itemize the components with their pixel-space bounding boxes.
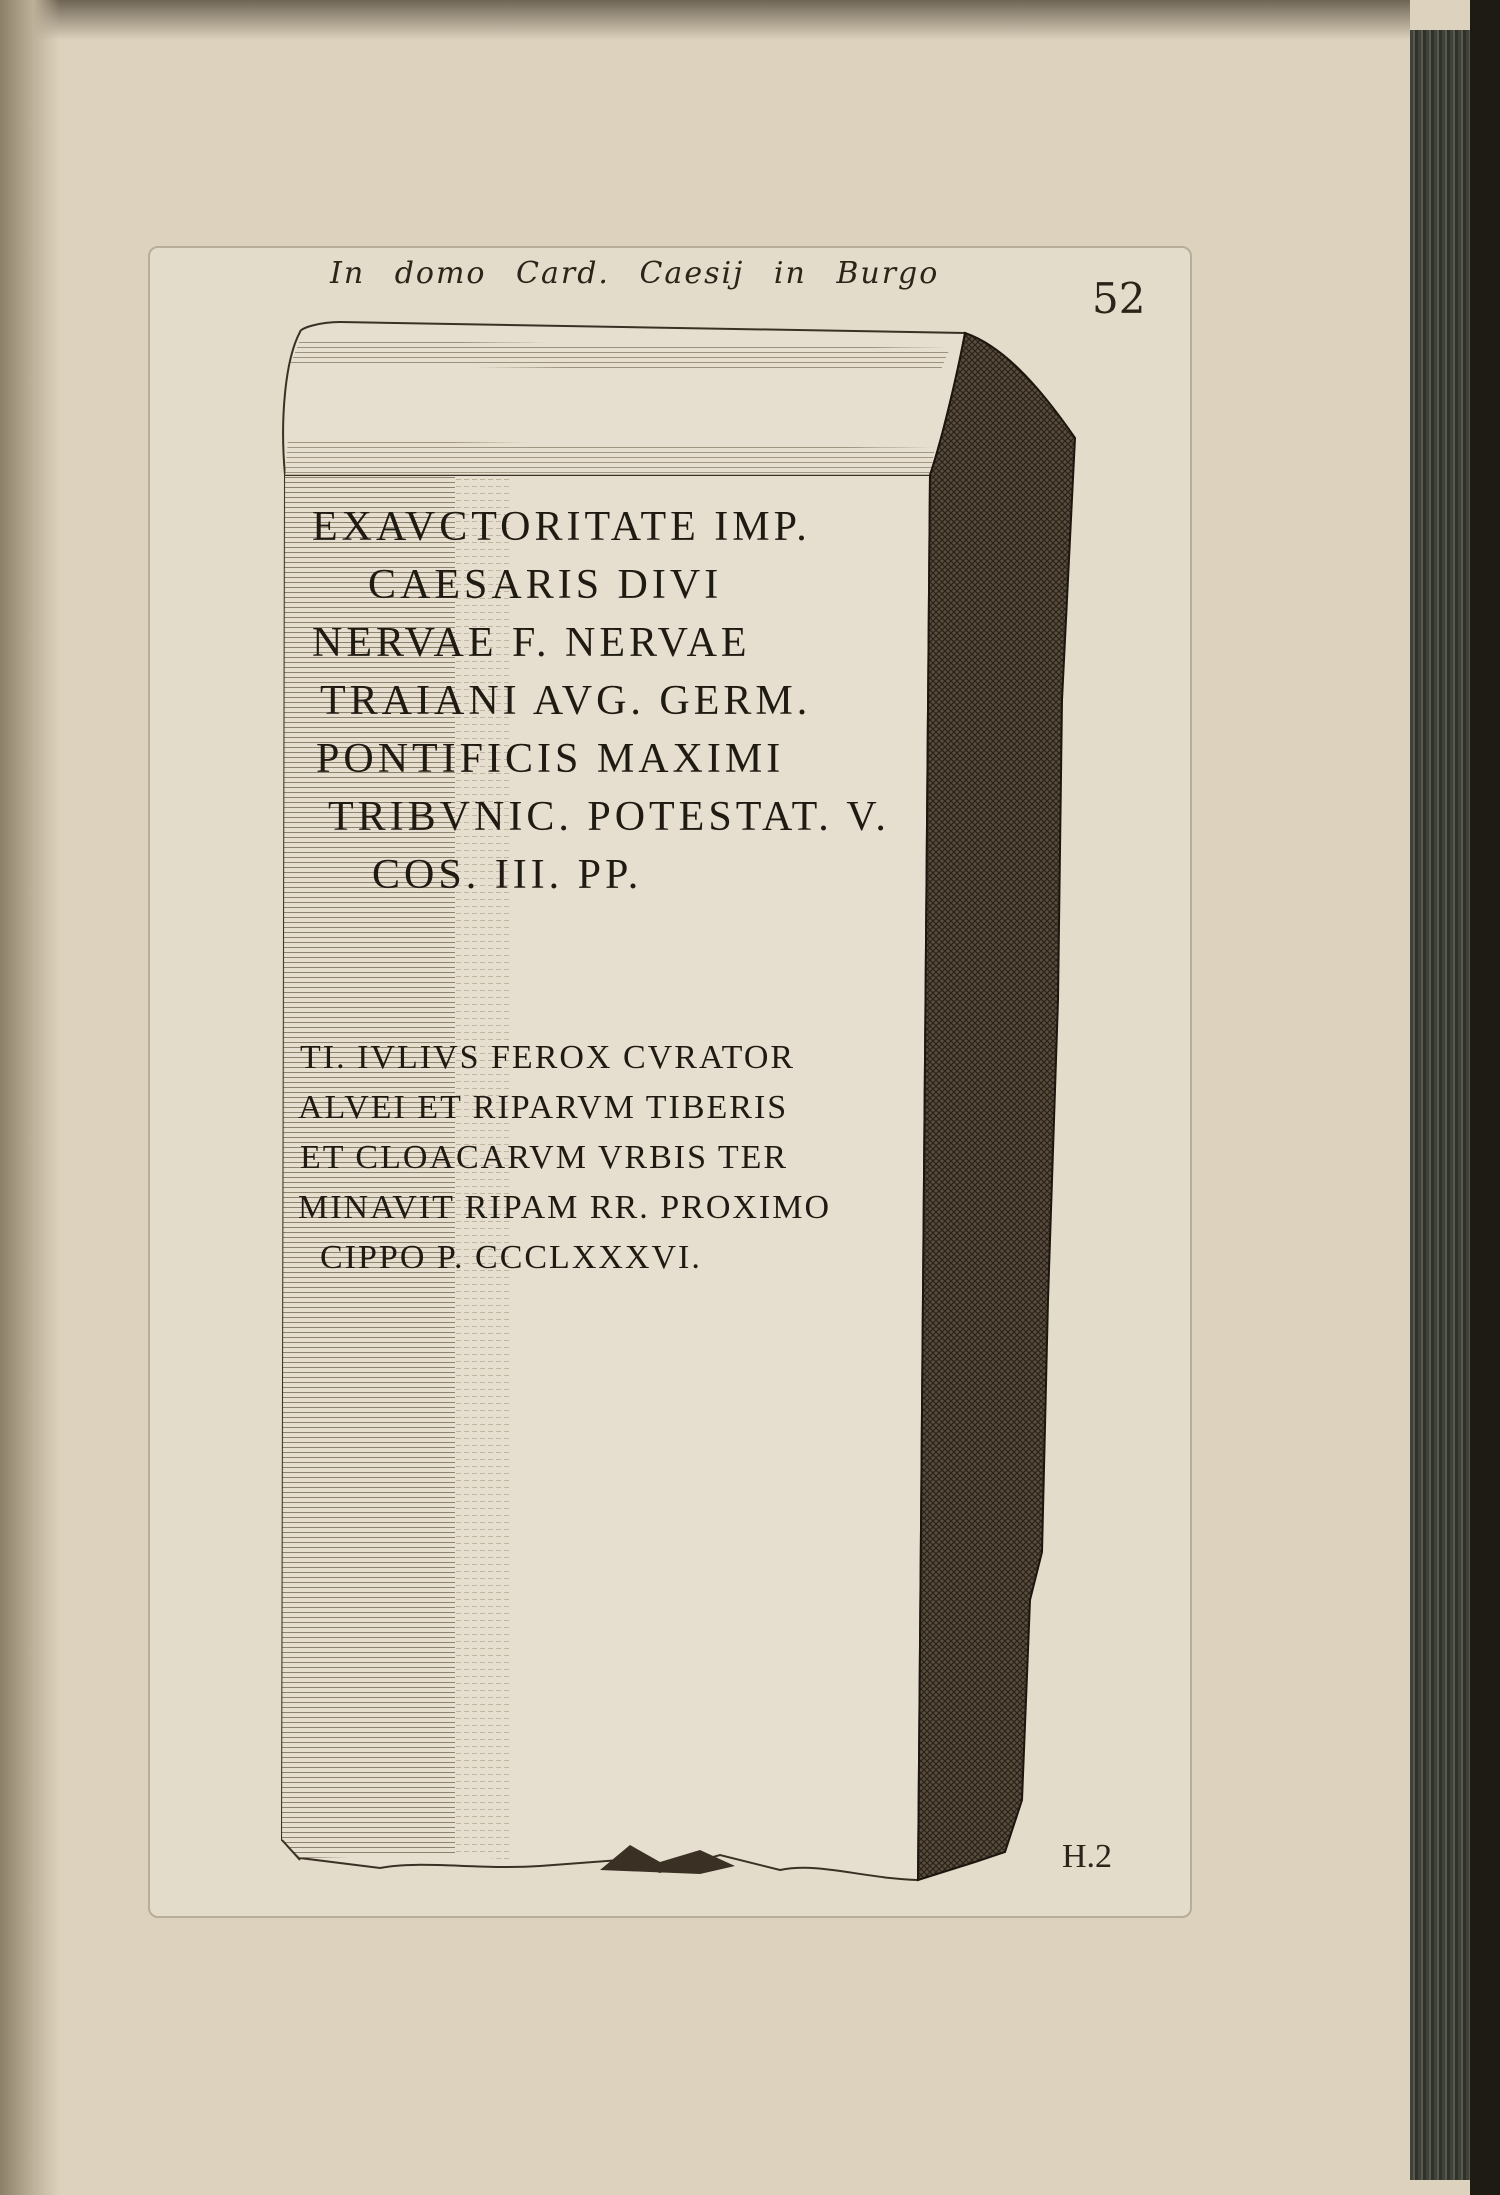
- inscription-line: ALVEI ET RIPARVM TIBERIS: [298, 1089, 789, 1126]
- inscription-line: CIPPO P. CCCLXXXVI.: [320, 1239, 702, 1276]
- inscription-line: TRIBVNIC. POTESTAT. V.: [328, 794, 890, 840]
- inscription-line: TRAIANI AVG. GERM.: [320, 678, 812, 724]
- inscription-line: MINAVIT RIPAM RR. PROXIMO: [298, 1189, 832, 1226]
- inscription-line: TI. IVLIVS FEROX CVRATOR: [300, 1039, 796, 1076]
- inscription-line: NERVAE F. NERVAE: [312, 620, 751, 666]
- inscription-upper: [312, 498, 890, 904]
- signature-mark: H.2: [1062, 1838, 1113, 1875]
- inscription-line: ET CLOACARVM VRBIS TER: [300, 1139, 789, 1176]
- inscription-line: PONTIFICIS MAXIMI: [316, 736, 785, 782]
- plate-caption: In domo Card. Caesij in Burgo: [330, 256, 940, 291]
- inscription-line: CAESARIS DIVI: [368, 562, 723, 608]
- plate-number: 52: [1092, 274, 1146, 323]
- stone-side-face: [918, 333, 1075, 1880]
- inscription-lower: [298, 1033, 831, 1283]
- inscription-line: COS. III. PP.: [372, 852, 643, 898]
- inscription-line: EXAVCTORITATE IMP.: [312, 504, 811, 550]
